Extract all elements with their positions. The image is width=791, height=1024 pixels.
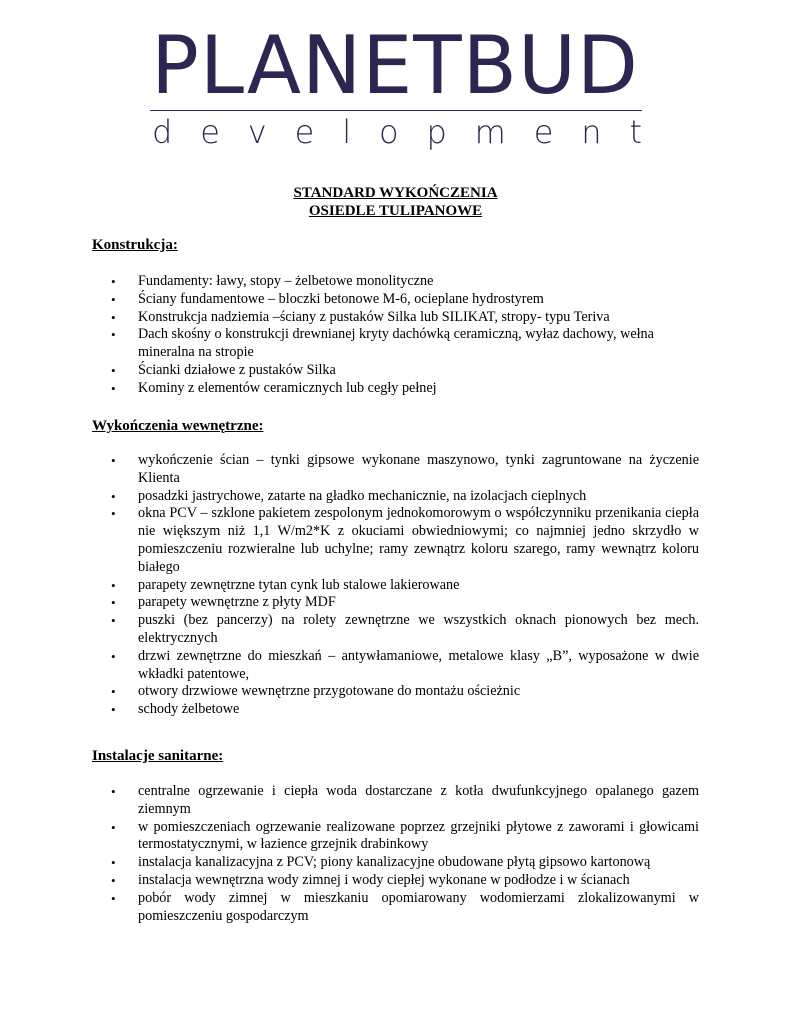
list-item xyxy=(92,362,699,380)
logo-subtitle-letter: e xyxy=(533,113,554,151)
section-heading-wykonczenia: Wykończenia wewnętrzne: xyxy=(92,418,264,434)
bullet-icon: • xyxy=(111,648,116,664)
list-item xyxy=(92,783,699,819)
list-item-text: parapety wewnętrzne z płyty MDF xyxy=(138,594,336,611)
list-item xyxy=(92,273,699,291)
bullet-icon: • xyxy=(111,380,116,396)
bullet-icon: • xyxy=(111,488,116,504)
bullet-icon: • xyxy=(111,855,116,871)
list-item-text: Kominy z elementów ceramicznych lub cegły pełnej xyxy=(138,379,437,396)
bullet-icon: • xyxy=(111,819,116,835)
bullet-icon: • xyxy=(111,327,116,343)
list-item xyxy=(92,648,699,684)
logo-subtitle-letter: o xyxy=(378,113,399,151)
company-logo xyxy=(0,0,791,160)
bullet-icon: • xyxy=(111,362,116,378)
list-item xyxy=(92,872,699,890)
logo-divider xyxy=(150,110,642,111)
list-wykonczenia xyxy=(92,452,699,719)
list-item-text: schody żelbetowe xyxy=(138,701,240,718)
list-item xyxy=(92,488,699,506)
section-heading-instalacje: Instalacje sanitarne: xyxy=(92,748,224,764)
list-item xyxy=(92,380,699,398)
bullet-icon: • xyxy=(111,702,116,718)
list-item xyxy=(92,291,699,309)
bullet-icon: • xyxy=(111,613,116,629)
bullet-icon: • xyxy=(111,784,116,799)
list-item xyxy=(92,505,699,576)
logo-subtitle-letter: p xyxy=(426,113,447,151)
list-item-text: posadzki jastrychowe, zatarte na gładko mechanicznie, na izolacjach cieplnych xyxy=(138,487,587,504)
bullet-icon: • xyxy=(111,506,116,522)
logo-subtitle-letter: e xyxy=(294,113,315,151)
logo-subtitle-letter: d xyxy=(152,113,173,151)
list-item-text: Ścianki działowe z pustaków Silka xyxy=(138,361,336,378)
list-item-text: instalacja kanalizacyjna z PCV; piony kanalizacyjne obudowane płytą gipsowo kartonową xyxy=(138,854,651,871)
bullet-icon: • xyxy=(111,595,116,611)
list-item-text: Konstrukcja nadziemia –ściany z pustaków Silka lub SILIKAT, stropy- typu Teriva xyxy=(138,308,610,325)
list-item-text: parapety zewnętrzne tytan cynk lub stalowe lakierowane xyxy=(138,576,460,593)
bullet-icon: • xyxy=(111,309,116,325)
list-item-text: Fundamenty: ławy, stopy – żelbetowe monolityczne xyxy=(138,273,434,289)
list-item xyxy=(92,701,699,719)
list-item-text: w pomieszczeniach ogrzewanie realizowane poprzez grzejniki płytowe z zaworami i głowicami termostatycznymi, w łazience grzejnik drabinkowy xyxy=(138,818,699,853)
list-item-text: pobór wody zimnej w mieszkaniu opomiarowany wodomierzami zlokalizowanymi w pomieszczeniu gospodarczym xyxy=(138,889,699,924)
list-item xyxy=(92,577,699,595)
list-item-text: puszki (bez pancerzy) na rolety zewnętrzne we wszystkich oknach pionowych bez mech. elektrycznych xyxy=(138,612,699,646)
list-item xyxy=(92,326,699,362)
list-item xyxy=(92,683,699,701)
list-item xyxy=(92,819,699,855)
logo-subtitle-letter: e xyxy=(200,113,220,151)
document-subtitle: OSIEDLE TULIPANOWE xyxy=(308,203,483,219)
section-heading-konstrukcja: Konstrukcja: xyxy=(92,237,178,253)
list-item xyxy=(92,612,699,648)
list-item-text: drzwi zewnętrzne do mieszkań – antywłamaniowe, metalowe klasy „B”, wyposażone w dwie wkładki patentowe, xyxy=(138,647,699,682)
list-item-text: Ściany fundamentowe – bloczki betonowe M-6, ocieplane hydrostyrem xyxy=(138,290,544,307)
bullet-icon: • xyxy=(111,872,116,888)
logo-subtitle-letter: t xyxy=(629,113,642,151)
bullet-icon: • xyxy=(111,577,116,593)
list-item-text: Dach skośny o konstrukcji drewnianej kryty dachówką ceramiczną, wyłaz dachowy, wełna mineralna na stropie xyxy=(138,326,654,361)
document-title: STANDARD WYKOŃCZENIA xyxy=(293,185,498,201)
logo-subtitle xyxy=(152,112,642,152)
list-item xyxy=(92,452,699,488)
list-item xyxy=(92,309,699,327)
list-konstrukcja xyxy=(92,273,699,398)
logo-subtitle-letter: m xyxy=(474,113,506,151)
bullet-icon: • xyxy=(111,890,116,906)
logo-brand-text: PLANETBUD xyxy=(151,19,639,112)
list-item-text: okna PCV – szklone pakietem zespolonym jednokomorowym o współczynniku przenikania ciepła nie większym niż 1,1 W/m2*K z okuciami obwiedniowymi; co najmniej jedno skrzydło w pomieszczeniu rozwieralne lub uchylne; ramy zewnątrz koloru szarego, ramy wewnątrz koloru białego xyxy=(138,505,699,575)
list-item-text: centralne ogrzewanie i ciepła woda dostarczane z kotła dwufunkcyjnego opalanego gazem ziemnym xyxy=(138,783,699,817)
list-item-text: wykończenie ścian – tynki gipsowe wykonane maszynowo, tynki zagruntowane na życzenie Klienta xyxy=(138,452,699,486)
list-item xyxy=(92,854,699,872)
logo-subtitle-letter: n xyxy=(581,113,602,151)
bullet-icon: • xyxy=(111,684,116,700)
bullet-icon: • xyxy=(111,453,116,468)
list-item-text: otwory drzwiowe wewnętrzne przygotowane do montażu ościeżnic xyxy=(138,683,521,700)
list-item xyxy=(92,890,699,926)
list-item-text: instalacja wewnętrzna wody zimnej i wody ciepłej wykonane w podłodze i w ścianach xyxy=(138,871,630,888)
logo-subtitle-letter: v xyxy=(247,113,267,151)
logo-subtitle-letter: l xyxy=(342,113,352,151)
list-item xyxy=(92,594,699,612)
list-instalacje xyxy=(92,783,699,925)
bullet-icon: • xyxy=(111,274,116,289)
bullet-icon: • xyxy=(111,291,116,307)
